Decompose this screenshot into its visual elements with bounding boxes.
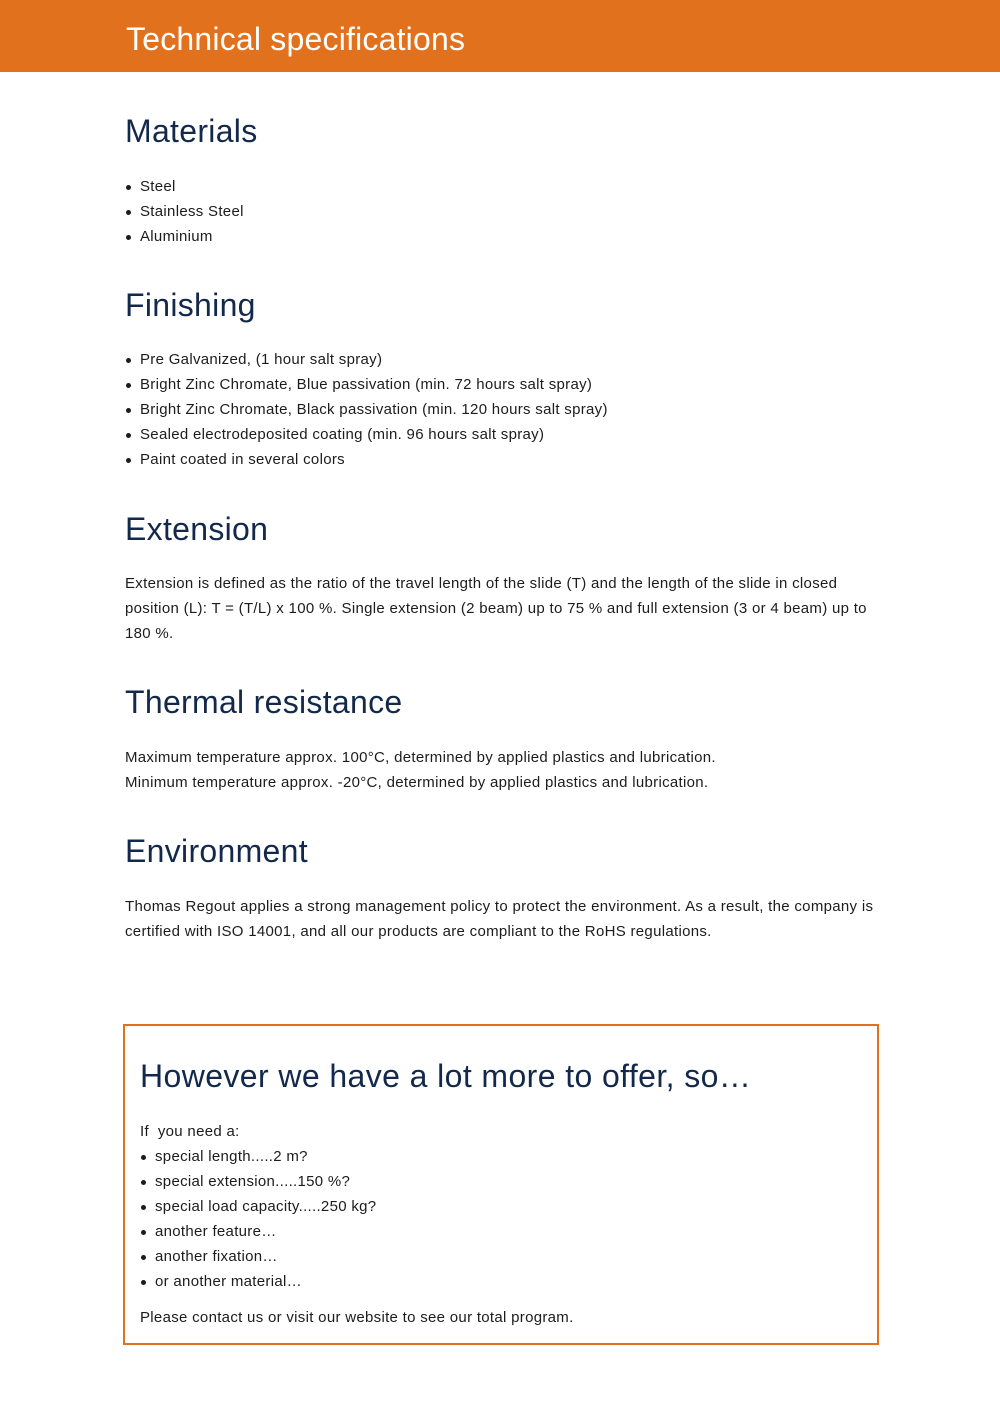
environment-heading: Environment [125,833,308,869]
extension-text: Extension is defined as the ratio of the travel length of the slide (T) and the length of the slide in closed position (L): T = (T/L) x 100 %. Single extension (2 beam) up to 75 % and full extension (3 or 4 beam) up to 180 %. [125,575,867,642]
finishing-list [125,347,608,472]
extension-heading: Extension [125,511,269,547]
finishing-heading: Finishing [125,287,256,323]
list-item: Stainless Steel [125,199,244,224]
list-item: special load capacity.....250 kg? [140,1194,376,1219]
offer-intro: If you need a: [140,1123,240,1140]
environment-text: Thomas Regout applies a strong management policy to protect the environment. As a result, the company is certified with ISO 14001, and all our products are compliant to the RoHS regulations. [125,898,874,940]
list-item: Bright Zinc Chromate, Blue passivation (min. 72 hours salt spray) [125,372,608,397]
list-item: Pre Galvanized, (1 hour salt spray) [125,347,608,372]
thermal-heading: Thermal resistance [125,684,403,720]
list-item: special length.....2 m? [140,1144,376,1169]
page-title: Technical specifications [126,21,466,57]
thermal-max-text: Maximum temperature approx. 100°C, determined by applied plastics and lubrication. [125,749,716,766]
materials-list [125,174,244,249]
list-item: another fixation… [140,1244,376,1269]
offer-footer: Please contact us or visit our website to see our total program. [140,1309,574,1326]
list-item: Sealed electrodeposited coating (min. 96 hours salt spray) [125,422,608,447]
list-item: Paint coated in several colors [125,447,608,472]
offer-box [123,1024,879,1345]
materials-heading: Materials [125,113,258,149]
thermal-min-text: Minimum temperature approx. -20°C, determined by applied plastics and lubrication. [125,774,709,791]
list-item: Aluminium [125,224,244,249]
list-item: Steel [125,174,244,199]
list-item: another feature… [140,1219,376,1244]
header-bar [0,0,1000,72]
list-item: Bright Zinc Chromate, Black passivation (min. 120 hours salt spray) [125,397,608,422]
offer-heading: However we have a lot more to offer, so… [140,1058,752,1094]
list-item: special extension.....150 %? [140,1169,376,1194]
list-item: or another material… [140,1269,376,1294]
offer-list [140,1144,376,1294]
